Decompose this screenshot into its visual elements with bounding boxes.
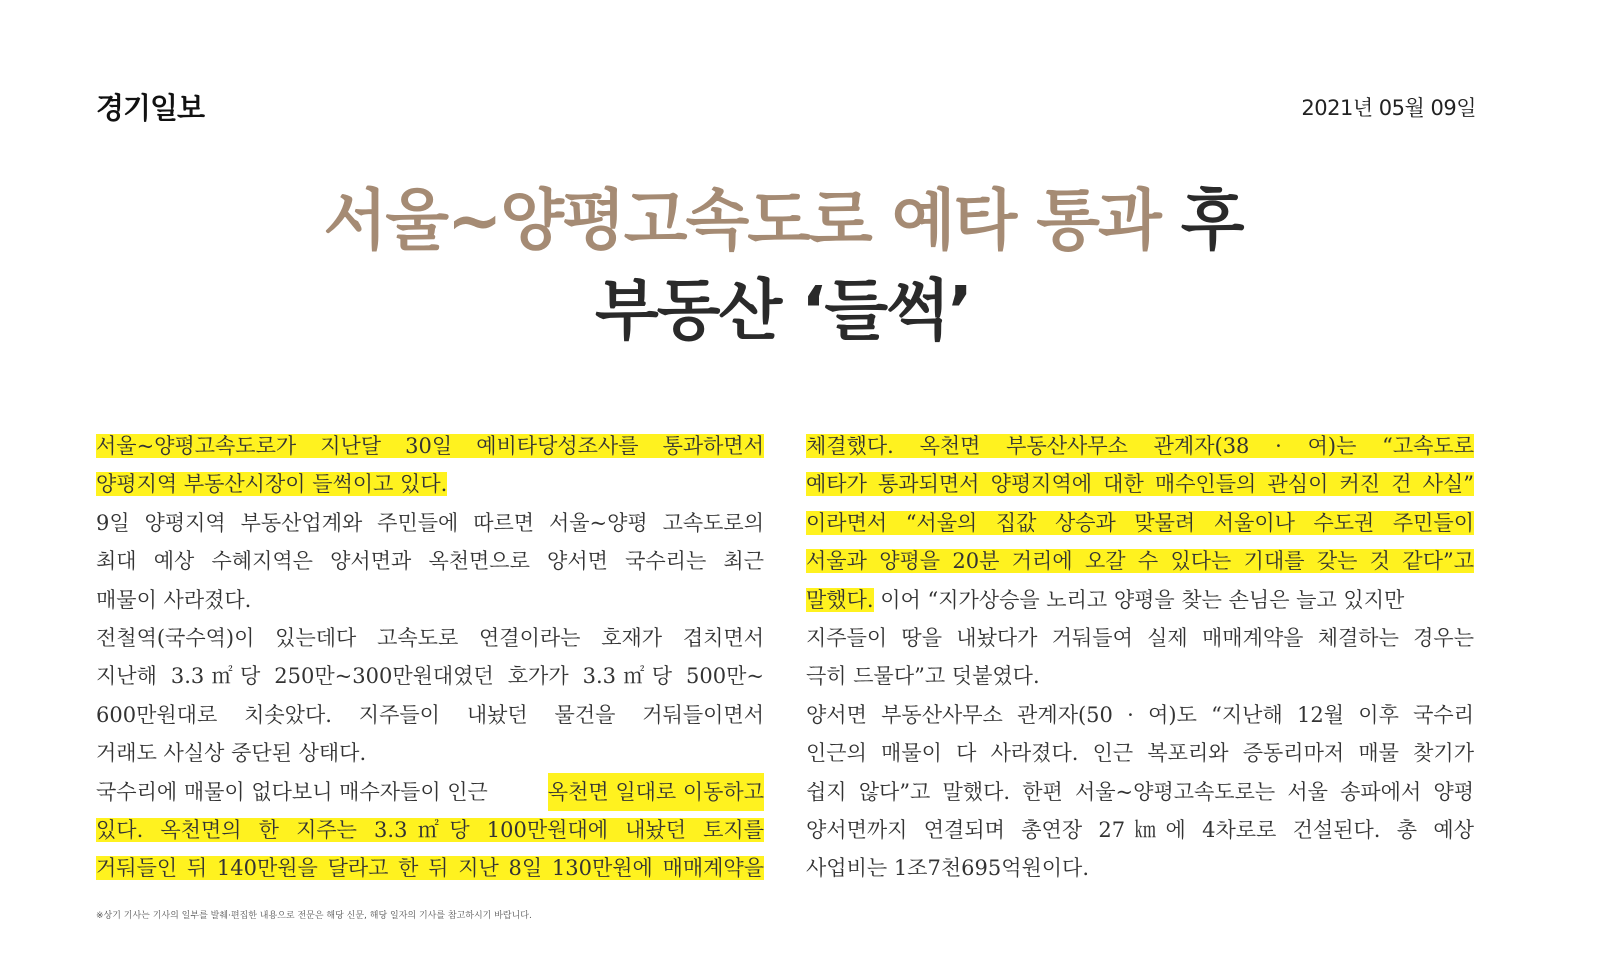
article-line [806, 427, 1474, 465]
article-line: 지주들이 땅을 내놨다가 거둬들여 실제 매매계약을 체결하는 경우는 [806, 625, 1474, 650]
article-line [96, 427, 764, 465]
article-line: 인근의 매물이 다 사라졌다. 인근 복포리와 증동리마저 매물 찾기가 [806, 741, 1474, 766]
headline-line-2: 부동산 ‘들썩’ [595, 272, 971, 349]
headline-line-1 [0, 176, 1566, 266]
highlighted-text: 있다. 옥천면의 한 지주는 3.3㎡당 100만원대에 내놨던 토지를 [96, 817, 764, 842]
highlighted-text: 예타가 통과되면서 양평지역에 대한 매수인들의 관심이 커진 건 사실” [806, 472, 1474, 497]
article-line: 600만원대로 치솟았다. 지주들이 내놨던 물건을 거둬들이면서 [96, 702, 764, 727]
article-line [96, 849, 764, 887]
article-line [806, 504, 1474, 542]
headline [0, 176, 1566, 356]
article-line: 매물이 사라졌다. [96, 587, 252, 612]
plain-text: 국수리에 매물이 없다보니 매수자들이 인근 [96, 779, 495, 804]
article-line: 양서면까지 연결되며 총연장 27㎞에 4차로로 건설된다. 총 예상 [806, 817, 1474, 842]
article-line: 거래도 사실상 중단된 상태다. [96, 741, 367, 766]
article-line [806, 542, 1474, 580]
highlighted-text: 옥천면 일대로 이동하고 [548, 773, 764, 811]
article-line [806, 581, 1474, 619]
article-line: 양서면 부동산사무소 관계자(50 · 여)도 “지난해 12월 이후 국수리 [806, 702, 1474, 727]
article-line [96, 465, 764, 503]
article-column-left [96, 427, 764, 888]
highlighted-text: 이라면서 “서울의 집값 상승과 맞물려 서울이나 수도권 주민들이 [806, 510, 1474, 535]
highlighted-text: 체결했다. 옥천면 부동산사무소 관계자(38 · 여)는 “고속도로 [806, 434, 1474, 458]
article-line: 사업비는 1조7천695억원이다. [806, 856, 1090, 881]
highlighted-text: 말했다. [806, 587, 874, 612]
article-line: 최대 예상 수혜지역은 양서면과 옥천면으로 양서면 국수리는 최근 [96, 549, 764, 574]
highlighted-text: 거둬들인 뒤 140만원을 달라고 한 뒤 지난 8일 130만원에 매매계약을 [96, 856, 764, 881]
article-line [96, 811, 764, 849]
highlighted-text: 서울과 양평을 20분 거리에 오갈 수 있다는 기대를 갖는 것 같다”고 [806, 549, 1474, 574]
article-column-right [806, 427, 1474, 888]
highlighted-text: 양평지역 부동산시장이 들썩이고 있다. [96, 472, 448, 497]
headline-accent-text: 서울~양평고속도로 예타 통과 [323, 182, 1160, 259]
article-line [806, 465, 1474, 503]
article-line: 쉽지 않다”고 말했다. 한편 서울~양평고속도로는 서울 송파에서 양평 [806, 779, 1474, 804]
disclaimer-note: ※상기 기사는 기사의 일부를 발췌·편집한 내용으로 전문은 해당 신문, 해당 일자의 기사를 참고하시기 바랍니다. [96, 911, 532, 921]
article-line: 지난해 3.3㎡당 250만~300만원대였던 호가가 3.3㎡당 500만~ [96, 664, 764, 689]
article-line: 9일 양평지역 부동산업계와 주민들에 따르면 서울~양평 고속도로의 [96, 510, 764, 535]
plain-text: 이어 “지가상승을 노리고 양평을 찾는 손님은 늘고 있지만 [873, 587, 1405, 612]
newspaper-logo: 경기일보 [96, 91, 205, 125]
highlighted-text: 서울~양평고속도로가 지난달 30일 예비타당성조사를 통과하면서 [96, 434, 764, 458]
article-line: 전철역(국수역)이 있는데다 고속도로 연결이라는 호재가 겹치면서 [96, 625, 764, 650]
headline-dark-text: 후 [1180, 182, 1243, 259]
publication-date: 2021년 05월 09일 [1301, 96, 1476, 120]
article-line: 극히 드물다”고 덧붙였다. [806, 664, 1040, 689]
article-line [96, 773, 764, 811]
